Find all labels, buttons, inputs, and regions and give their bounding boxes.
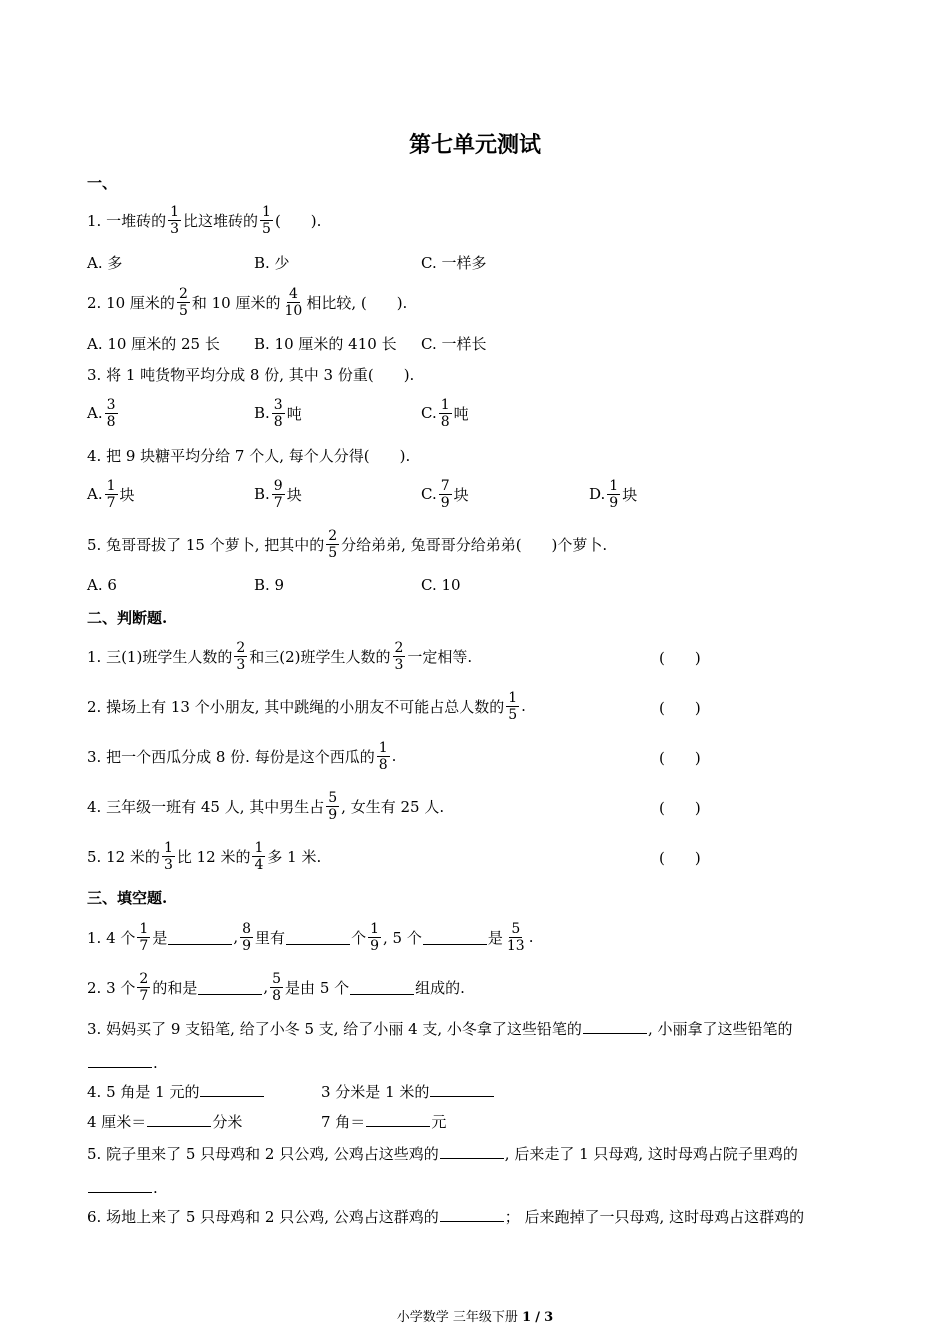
unit: 吨 — [453, 404, 469, 423]
numerator: 3 — [106, 396, 116, 413]
answer-blank[interactable] — [366, 1112, 430, 1127]
judge-5 — [87, 836, 321, 876]
fraction — [162, 840, 175, 873]
footer-page-total: 3 — [544, 1310, 554, 1325]
q2-text-b: 和 10 厘米的 — [191, 293, 281, 312]
fraction — [137, 971, 150, 1004]
numerator: 1 — [139, 920, 149, 937]
fill-6 — [87, 1206, 804, 1227]
numerator: 2 — [139, 970, 149, 987]
f2-text-c: , — [263, 978, 269, 996]
denominator: 5 — [178, 302, 188, 319]
numerator: 1 — [370, 920, 379, 937]
f1-text-a: 1. 4 个 — [87, 928, 136, 947]
page-title: 第七单元测试 — [408, 132, 541, 158]
page-footer — [0, 1306, 950, 1325]
f5-text-b: , 后来走了 1 只母鸡, 这时母鸡占院子里鸡的 — [504, 1145, 798, 1163]
f4-text-g: 元 — [431, 1113, 447, 1131]
fraction — [326, 790, 339, 823]
answer-blank[interactable] — [286, 930, 350, 945]
unit: 吨 — [286, 404, 302, 423]
f3-text-a: 3. 妈妈买了 9 支铅笔, 给了小冬 5 支, 给了小丽 4 支, 小冬拿了这些铅笔的 — [87, 1020, 582, 1038]
numerator: 4 — [288, 285, 298, 302]
option-letter: A. — [87, 404, 103, 422]
f2-text-e: 组成的. — [415, 978, 465, 997]
answer-parentheses[interactable]: ( ) — [659, 649, 701, 667]
f1-text-d: 里有 — [255, 928, 286, 947]
numerator: 1 — [440, 396, 450, 413]
q4-option-c — [421, 474, 469, 514]
option-letter: D. — [589, 485, 606, 503]
denominator: 10 — [284, 302, 303, 319]
q4-option-b — [254, 474, 302, 514]
answer-blank[interactable] — [583, 1019, 647, 1034]
answer-blank[interactable] — [440, 1207, 504, 1222]
q4-option-a — [87, 474, 135, 514]
unit: 块 — [119, 485, 135, 504]
answer-blank[interactable] — [350, 980, 414, 995]
fraction — [105, 478, 118, 511]
numerator: 1 — [609, 477, 619, 494]
q1-text-b: 比这堆砖的 — [183, 211, 259, 230]
denominator: 3 — [394, 656, 404, 673]
question-3: 3. 将 1 吨货物平均分成 8 份, 其中 3 份重( ). — [87, 366, 415, 384]
q5-text-b: 分给弟弟, 兔哥哥分给弟弟( )个萝卜. — [341, 535, 608, 554]
fraction — [252, 840, 265, 873]
fill-4d — [321, 1111, 446, 1132]
numerator: 5 — [328, 789, 338, 806]
f1-text-g: , 5 个 — [383, 928, 422, 947]
j3-text-a: 3. 把一个西瓜分成 8 份. 每份是这个西瓜的 — [87, 747, 375, 766]
numerator: 2 — [178, 285, 188, 302]
f1-text-h: 是 — [487, 928, 503, 947]
denominator: 3 — [170, 220, 180, 237]
q5-option-a: A. 6 — [87, 576, 117, 594]
denominator: 5 — [262, 220, 271, 237]
denominator: 5 — [508, 706, 518, 723]
question-2 — [87, 282, 407, 322]
fill-4b — [321, 1081, 495, 1102]
answer-parentheses[interactable]: ( ) — [659, 699, 701, 717]
numerator: 5 — [272, 970, 282, 987]
footer-separator: / — [535, 1310, 541, 1325]
footer-course: 小学数学 三年级下册 — [396, 1310, 518, 1325]
option-letter: C. — [421, 404, 437, 422]
answer-parentheses[interactable]: ( ) — [659, 749, 701, 767]
answer-blank[interactable] — [198, 980, 262, 995]
section-1-heading: 一、 — [87, 174, 118, 192]
fraction — [272, 478, 285, 511]
f5-text-c: . — [153, 1179, 158, 1197]
denominator: 8 — [272, 987, 282, 1004]
denominator: 7 — [273, 494, 283, 511]
numerator: 1 — [170, 203, 180, 220]
f6-text-b: ； 后来跑掉了一只母鸡, 这时母鸡占这群鸡的 — [504, 1208, 805, 1226]
fraction — [505, 921, 527, 954]
denominator: 8 — [440, 413, 450, 430]
f1-text-e: 个 — [351, 928, 367, 947]
denominator: 9 — [440, 494, 450, 511]
q5-text-a: 5. 兔哥哥拔了 15 个萝卜, 把其中的 — [87, 535, 325, 554]
fraction — [607, 478, 620, 511]
q1-option-c: C. 一样多 — [421, 254, 487, 272]
answer-parentheses[interactable]: ( ) — [659, 799, 701, 817]
option-letter: B. — [254, 485, 270, 503]
denominator: 13 — [506, 937, 525, 954]
fill-3 — [87, 1018, 792, 1039]
q1-text-a: 1. 一堆砖的 — [87, 211, 167, 230]
f4-text-c: 4 厘米＝ — [87, 1113, 147, 1131]
f2-text-d: 是由 5 个 — [285, 978, 350, 997]
numerator: 1 — [106, 477, 116, 494]
fraction — [439, 397, 452, 430]
j1-text-c: 一定相等. — [407, 647, 473, 666]
unit: 块 — [286, 485, 302, 504]
unit: 块 — [622, 485, 638, 504]
answer-blank[interactable] — [423, 930, 487, 945]
q3-option-c — [421, 393, 469, 433]
denominator: 4 — [254, 856, 264, 873]
q3-option-a — [87, 393, 120, 433]
q2-option-c: C. 一样长 — [421, 335, 487, 353]
q1-option-a: A. 多 — [87, 254, 123, 272]
numerator: 1 — [163, 839, 173, 856]
denominator: 7 — [106, 494, 116, 511]
j5-text-c: 多 1 米. — [267, 847, 322, 866]
fill-2 — [87, 967, 465, 1007]
fraction — [506, 690, 519, 723]
fraction — [137, 921, 150, 954]
f2-text-b: 的和是 — [152, 978, 198, 997]
footer-page-current: 1 — [522, 1310, 532, 1325]
denominator: 9 — [609, 494, 619, 511]
fill-3-cont — [87, 1053, 158, 1072]
fraction — [234, 640, 247, 673]
q2-text-a: 2. 10 厘米的 — [87, 293, 175, 312]
denominator: 9 — [242, 937, 252, 954]
numerator: 1 — [508, 689, 518, 706]
numerator: 2 — [236, 639, 246, 656]
f4-text-a: 4. 5 角是 1 元的 — [87, 1083, 200, 1101]
f3-text-c: . — [153, 1054, 158, 1072]
denominator: 3 — [163, 856, 173, 873]
numerator: 1 — [378, 739, 388, 756]
denominator: 8 — [106, 413, 116, 430]
q3-option-b — [254, 393, 302, 433]
fraction — [272, 397, 285, 430]
q1-option-b: B. 少 — [254, 254, 290, 272]
denominator: 8 — [273, 413, 283, 430]
fraction — [282, 286, 304, 319]
f2-text-a: 2. 3 个 — [87, 978, 136, 997]
answer-blank[interactable] — [430, 1082, 494, 1097]
numerator: 9 — [273, 477, 283, 494]
judge-3 — [87, 736, 396, 776]
answer-blank[interactable] — [88, 1053, 152, 1068]
denominator: 3 — [236, 656, 246, 673]
denominator: 9 — [370, 937, 379, 954]
answer-blank[interactable] — [200, 1082, 264, 1097]
fill-4a — [87, 1081, 265, 1102]
j1-text-b: 和三(2)班学生人数的 — [249, 647, 391, 666]
fraction — [368, 921, 381, 954]
fraction — [439, 478, 452, 511]
answer-blank[interactable] — [440, 1144, 504, 1159]
q1-text-c: ( ). — [274, 211, 322, 230]
f5-text-a: 5. 院子里来了 5 只母鸡和 2 只公鸡, 公鸡占这些鸡的 — [87, 1145, 439, 1163]
q4-option-d — [589, 474, 637, 514]
fill-5-cont — [87, 1178, 158, 1197]
denominator: 7 — [139, 937, 149, 954]
f6-text-a: 6. 场地上来了 5 只母鸡和 2 只公鸡, 公鸡占这群鸡的 — [87, 1208, 439, 1226]
fill-4c — [87, 1111, 242, 1132]
answer-parentheses[interactable]: ( ) — [659, 849, 701, 867]
answer-blank[interactable] — [88, 1178, 152, 1193]
q2-option-b: B. 10 厘米的 410 长 — [254, 335, 397, 353]
denominator: 9 — [328, 806, 338, 823]
f1-text-i: . — [528, 928, 534, 946]
j5-text-b: 比 12 米的 — [176, 847, 251, 866]
denominator: 7 — [139, 987, 149, 1004]
numerator: 2 — [328, 527, 338, 544]
question-1 — [87, 200, 321, 240]
fraction — [168, 204, 181, 237]
denominator: 8 — [378, 756, 388, 773]
j5-text-a: 5. 12 米的 — [87, 847, 160, 866]
fraction — [105, 397, 118, 430]
numerator: 1 — [262, 203, 271, 220]
fill-1 — [87, 917, 533, 957]
j1-text-a: 1. 三(1)班学生人数的 — [87, 647, 233, 666]
q5-option-b: B. 9 — [254, 576, 285, 594]
judge-2 — [87, 686, 526, 726]
j2-text-a: 2. 操场上有 13 个小朋友, 其中跳绳的小朋友不可能占总人数的 — [87, 697, 505, 716]
f4-text-d: 分米 — [212, 1113, 243, 1131]
numerator: 1 — [254, 839, 264, 856]
j2-text-b: . — [521, 697, 526, 715]
f3-text-b: , 小丽拿了这些铅笔的 — [647, 1020, 793, 1038]
denominator: 5 — [328, 544, 338, 561]
question-4: 4. 把 9 块糖平均分给 7 个人, 每个人分得( ). — [87, 447, 411, 465]
f1-text-c: , — [233, 928, 239, 946]
fraction — [260, 204, 273, 237]
fraction — [270, 971, 283, 1004]
q5-option-c: C. 10 — [421, 576, 461, 594]
unit: 块 — [453, 485, 469, 504]
f4-text-b: 3 分米是 1 米的 — [321, 1083, 430, 1101]
option-letter: C. — [421, 485, 437, 503]
question-5 — [87, 524, 607, 564]
option-letter: B. — [254, 404, 270, 422]
option-letter: A. — [87, 485, 103, 503]
fraction — [326, 528, 339, 561]
numerator: 8 — [242, 920, 252, 937]
judge-4 — [87, 786, 444, 826]
j3-text-b: . — [391, 747, 397, 765]
q2-option-a: A. 10 厘米的 25 长 — [87, 335, 220, 353]
j4-text-b: , 女生有 25 人. — [341, 797, 445, 816]
section-3-heading: 三、填空题. — [87, 889, 168, 907]
answer-blank[interactable] — [168, 930, 232, 945]
judge-1 — [87, 636, 472, 676]
fill-5 — [87, 1143, 798, 1164]
f4-text-e: 7 角＝ — [321, 1113, 366, 1131]
fraction — [177, 286, 190, 319]
numerator: 7 — [440, 477, 450, 494]
numerator: 5 — [511, 920, 521, 937]
j4-text-a: 4. 三年级一班有 45 人, 其中男生占 — [87, 797, 325, 816]
fraction — [377, 740, 390, 773]
q2-text-c: 相比较, ( ). — [306, 293, 408, 312]
numerator: 2 — [394, 639, 404, 656]
section-2-heading: 二、判断题. — [87, 609, 168, 627]
fraction — [240, 921, 253, 954]
answer-blank[interactable] — [147, 1112, 211, 1127]
f1-text-b: 是 — [152, 928, 168, 947]
fraction — [393, 640, 406, 673]
numerator: 3 — [273, 396, 283, 413]
